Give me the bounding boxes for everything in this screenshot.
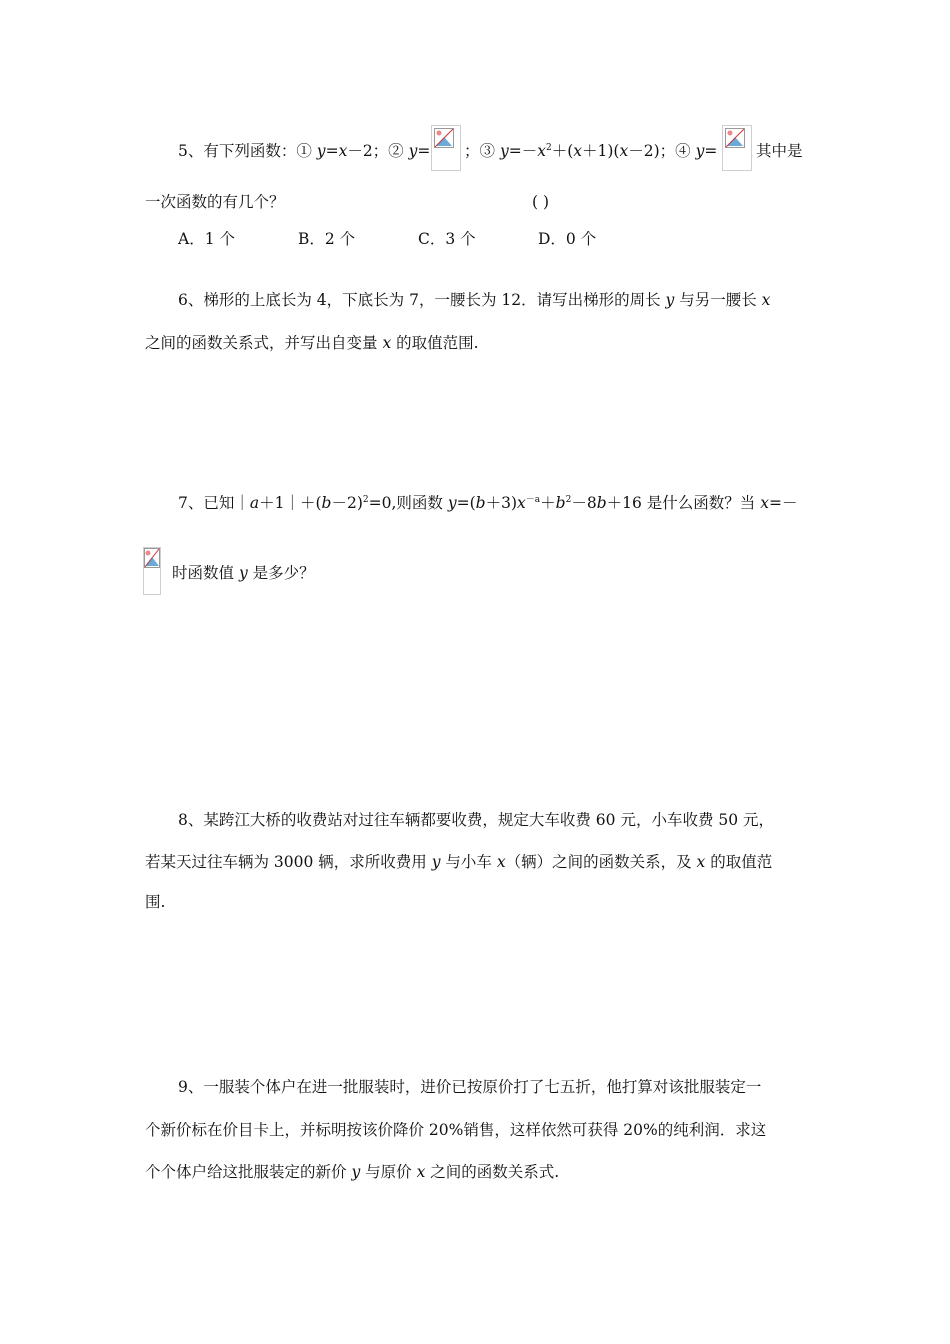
q5-option-d: D．0 个 <box>538 230 597 248</box>
var-y: y <box>316 142 326 160</box>
q5-line1-end: 其中是 <box>756 142 803 160</box>
q5-option-b: B．2 个 <box>298 230 356 248</box>
var-x: x <box>517 494 526 512</box>
q8-line2: 若某天过往车辆为 3000 辆，求所收费用 y 与小车 x（辆）之间的函数关系，及 x 的取值范 <box>145 853 773 871</box>
q7-line1: 7、已知$|a+1|+(b-2)^2=0$,则函数 $y=(b+3)x^{-a}+b^2-8b+16$ 是什么函数？当 x=－ <box>178 494 798 512</box>
broken-image-icon <box>722 125 752 171</box>
q8-line3: 围. <box>145 893 166 911</box>
var-a: a <box>249 494 260 512</box>
var-b: b <box>321 494 332 512</box>
var-y: y <box>447 494 457 512</box>
q5-option-c: C．3 个 <box>418 230 476 248</box>
var-x: x <box>619 142 629 160</box>
broken-image-icon <box>431 125 461 171</box>
var-y: y <box>238 564 248 582</box>
q9-line3: 个个体户给这批服装定的新价 y 与原价 x 之间的函数关系式. <box>145 1163 560 1181</box>
var-x: x <box>416 1163 426 1181</box>
q5-line1: 5、有下列函数：① y=x－2；② y= <box>178 142 431 160</box>
var-b: b <box>555 494 566 512</box>
q8-line1: 8、某跨江大桥的收费站对过往车辆都要收费，规定大车收费 60 元，小车收费 50 元， <box>178 811 775 829</box>
var-x: x <box>382 334 392 352</box>
var-x: x <box>537 142 546 160</box>
q9-line1: 9、一服装个体户在进一批服装时，进价已按原价打了七五折，他打算对该批服装定一 <box>178 1078 762 1096</box>
q6-line2: 之间的函数关系式，并写出自变量 x 的取值范围. <box>145 334 479 352</box>
q5-option-a: A．1 个 <box>178 230 235 248</box>
var-b: b <box>596 494 607 512</box>
var-y: y <box>695 142 705 160</box>
q6-line1: 6、梯形的上底长为 4，下底长为 7，一腰长为 12．请写出梯形的周长 y 与另一腰长 x <box>178 291 771 309</box>
broken-image-icon <box>143 547 161 595</box>
var-y: y <box>431 853 441 871</box>
var-y: y <box>665 291 675 309</box>
q5-answer-paren: ( ) <box>532 193 550 211</box>
q9-line2: 个新价标在价目卡上，并标明按该价降价 20%销售，这样依然可获得 20%的纯利润．求这 <box>145 1121 767 1139</box>
var-y: y <box>408 142 418 160</box>
q5-line2: 一次函数的有几个？ <box>145 193 285 211</box>
var-x: x <box>761 291 771 309</box>
var-x: x <box>696 853 706 871</box>
var-x: x <box>573 142 582 160</box>
q7-line2: 时函数值 y 是多少？ <box>172 564 315 582</box>
var-x: x <box>760 494 769 512</box>
var-y: y <box>499 142 509 160</box>
var-b: b <box>475 494 486 512</box>
q5-line1-cont: ；③ $y=-x^2+(x+1)(x-2)$；④ y= <box>464 142 718 160</box>
var-x: x <box>496 853 506 871</box>
var-y: y <box>351 1163 361 1181</box>
var-x: x <box>338 142 348 160</box>
